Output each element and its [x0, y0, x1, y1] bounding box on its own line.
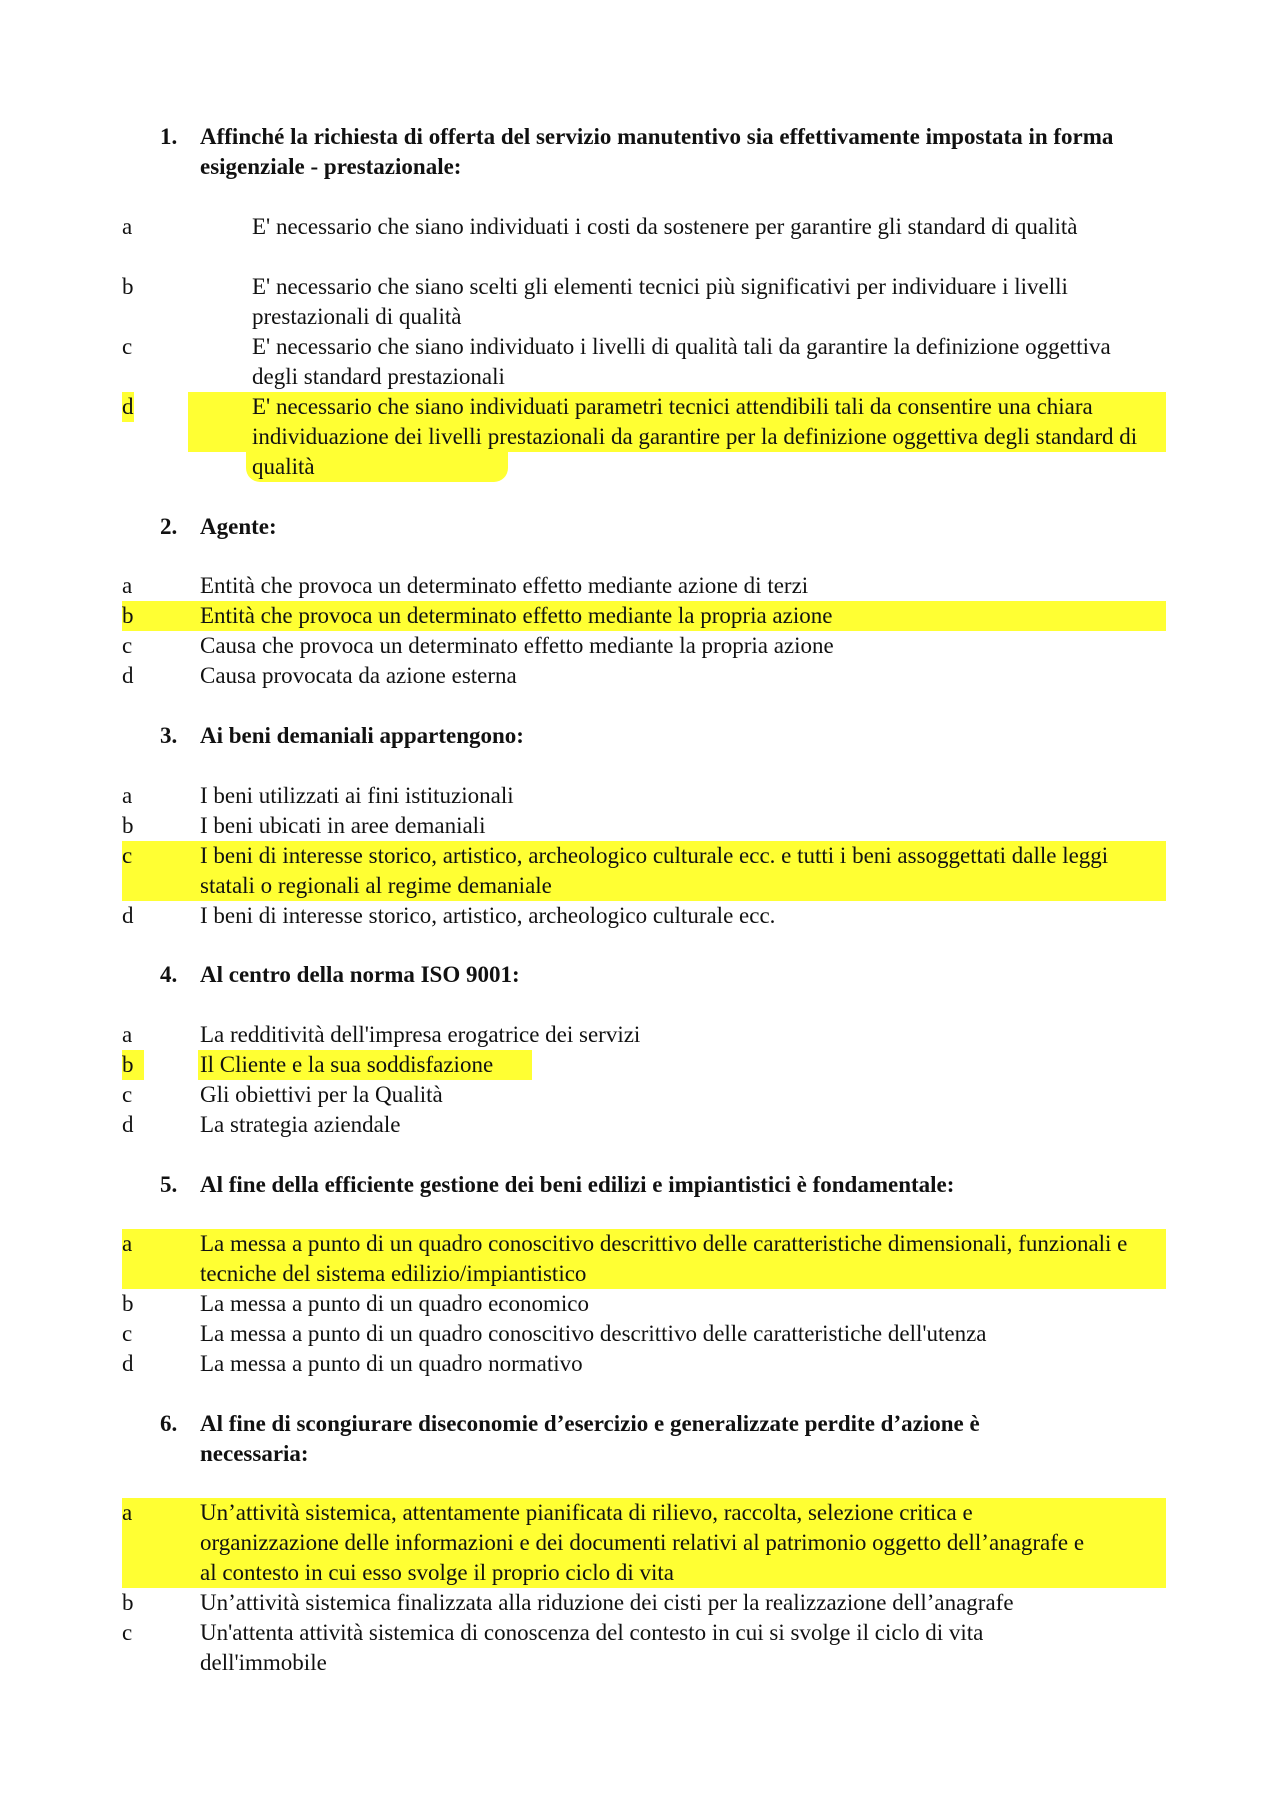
question-number: 1. [160, 124, 178, 149]
answer-letter: c [122, 843, 133, 868]
answer-letter: c [122, 633, 133, 658]
answer-text: Causa che provoca un determinato effetto mediante la propria azione [200, 633, 834, 658]
answer-text: Il Cliente e la sua soddisfazione [200, 1052, 494, 1077]
answer-letter: b [122, 1291, 134, 1316]
answer-option [0, 1020, 1280, 1050]
answer-text: E' necessario che siano scelti gli elementi tecnici più significativi per individuare i livelli prestazionali di qualità [252, 274, 1068, 329]
answer-option [0, 781, 1280, 811]
answer-option [0, 631, 1280, 661]
answer-letter: b [122, 603, 134, 628]
answer-letter: b [122, 1052, 134, 1077]
question-5 [160, 1170, 1170, 1200]
answer-letter: a [122, 573, 133, 598]
answer-option [0, 212, 1280, 272]
answer-option-correct [0, 601, 1280, 631]
answer-text: La redditività dell'impresa erogatrice dei servizi [200, 1022, 641, 1047]
answer-option [0, 571, 1280, 601]
question-4 [160, 960, 1170, 990]
answer-letter: d [122, 663, 134, 688]
answer-text: E' necessario che siano individuati parametri tecnici attendibili tali da consentire una chiara individuazione dei livelli prestazionali da garantire per la definizione oggettiva degli standard di qualità [252, 394, 1138, 479]
answer-option [0, 272, 1280, 332]
answer-text: La strategia aziendale [200, 1112, 401, 1137]
answer-option-correct [0, 392, 1280, 482]
answer-text: La messa a punto di un quadro economico [200, 1291, 589, 1316]
question-3 [160, 721, 1170, 751]
answer-text: La messa a punto di un quadro conoscitivo descrittivo delle caratteristiche dimensionali, funzionali e tecniche del sistema edilizio/impiantistico [200, 1231, 1128, 1286]
answer-option [0, 901, 1280, 931]
question-1 [160, 122, 1170, 182]
answer-letter: a [122, 1231, 133, 1256]
question-number: 6. [160, 1411, 178, 1436]
question-number: 3. [160, 723, 178, 748]
answer-letter: c [122, 1620, 133, 1645]
answer-option [0, 332, 1280, 392]
question-number: 5. [160, 1172, 178, 1197]
question-number: 4. [160, 962, 178, 987]
question-text: Affinché la richiesta di offerta del servizio manutentivo sia effettivamente impostata in forma esigenziale - prestazionale: [200, 124, 1114, 179]
answer-option [0, 1080, 1280, 1110]
answer-letter: a [122, 783, 133, 808]
answer-text: Un’attività sistemica, attentamente pianificata di rilievo, raccolta, selezione critica e organizzazione delle informazioni e dei documenti relativi al patrimonio oggetto dell’anagrafe e al contesto in cui esso svolge il proprio ciclo di vita [200, 1500, 1085, 1585]
answer-letter: c [122, 334, 133, 359]
question-text: Ai beni demaniali appartengono: [200, 723, 524, 748]
question-2 [160, 512, 1170, 542]
answer-text: I beni utilizzati ai fini istituzionali [200, 783, 514, 808]
question-6 [160, 1409, 1090, 1469]
answer-text: Un’attività sistemica finalizzata alla riduzione dei cisti per la realizzazione dell’anagrafe [200, 1590, 1014, 1615]
answer-text: I beni di interesse storico, artistico, archeologico culturale ecc. e tutti i beni assoggettati dalle leggi statali o regionali al regime demaniale [200, 843, 1109, 898]
question-text: Agente: [200, 514, 277, 539]
answer-option [0, 1319, 1280, 1349]
question-text: Al fine della efficiente gestione dei beni edilizi e impiantistici è fondamentale: [200, 1172, 955, 1197]
answer-option [0, 1289, 1280, 1319]
answer-option [0, 1618, 1280, 1678]
question-text: Al centro della norma ISO 9001: [200, 962, 520, 987]
answer-letter: d [122, 1112, 134, 1137]
answer-option-correct [0, 1498, 1280, 1588]
answer-text: E' necessario che siano individuati i costi da sostenere per garantire gli standard di qualità [252, 214, 1078, 239]
answer-letter: a [122, 1500, 133, 1525]
question-number: 2. [160, 514, 178, 539]
answer-text: E' necessario che siano individuato i livelli di qualità tali da garantire la definizione oggettiva degli standard prestazionali [252, 334, 1111, 389]
answer-text: I beni di interesse storico, artistico, archeologico culturale ecc. [200, 903, 776, 928]
answer-letter: d [122, 392, 134, 422]
answer-letter: a [122, 214, 133, 239]
answer-letter: c [122, 1321, 133, 1346]
answer-text: Gli obiettivi per la Qualità [200, 1082, 443, 1107]
answer-option [0, 1110, 1280, 1140]
answer-option [0, 811, 1280, 841]
answer-text: Entità che provoca un determinato effetto mediante azione di terzi [200, 573, 809, 598]
answer-option-correct [0, 1050, 1280, 1080]
answer-text: La messa a punto di un quadro normativo [200, 1351, 583, 1376]
answer-option-correct [0, 1229, 1280, 1289]
answer-letter: a [122, 1022, 133, 1047]
answer-option [0, 1588, 1280, 1618]
answer-option-correct [0, 841, 1280, 901]
answer-letter: b [122, 274, 134, 299]
answer-letter: d [122, 1351, 134, 1376]
answer-text: Causa provocata da azione esterna [200, 663, 517, 688]
answer-letter: b [122, 813, 134, 838]
answer-option [0, 661, 1280, 691]
answer-option [0, 1349, 1280, 1379]
answer-letter: b [122, 1590, 134, 1615]
answer-text: Entità che provoca un determinato effetto mediante la propria azione [200, 603, 833, 628]
answer-letter: d [122, 903, 134, 928]
answer-text: La messa a punto di un quadro conoscitivo descrittivo delle caratteristiche dell'utenza [200, 1321, 987, 1346]
answer-letter: c [122, 1082, 133, 1107]
answer-text: I beni ubicati in aree demaniali [200, 813, 486, 838]
question-text: Al fine di scongiurare diseconomie d’esercizio e generalizzate perdite d’azione è necessaria: [200, 1411, 980, 1466]
answer-text: Un'attenta attività sistemica di conoscenza del contesto in cui si svolge il ciclo di vita dell'immobile [200, 1620, 984, 1675]
